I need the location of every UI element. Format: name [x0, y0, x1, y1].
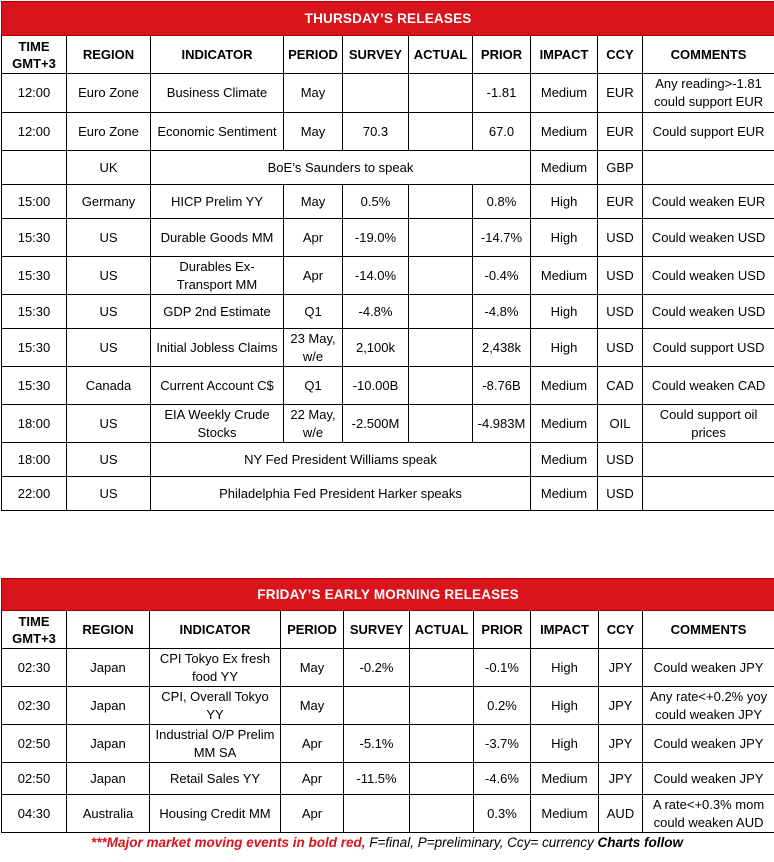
cell-actual — [409, 257, 473, 295]
cell-actual — [410, 795, 474, 833]
cell-survey: 0.5% — [343, 185, 409, 219]
header-indicator: INDICATOR — [151, 36, 284, 74]
cell-region: US — [67, 443, 151, 477]
cell-comments: Any rate<+0.2% yoy could weaken JPY — [643, 687, 774, 725]
cell-period: May — [284, 74, 343, 113]
cell-impact: High — [531, 185, 598, 219]
cell-region: US — [67, 405, 151, 443]
cell-actual — [410, 763, 474, 795]
cell-ccy: CAD — [598, 367, 643, 405]
cell-impact: High — [531, 219, 598, 257]
header-survey: SURVEY — [344, 611, 410, 649]
cell-region: Euro Zone — [67, 74, 151, 113]
cell-impact: Medium — [531, 367, 598, 405]
cell-period: May — [284, 185, 343, 219]
cell-survey: -10.00B — [343, 367, 409, 405]
cell-prior: -14.7% — [473, 219, 531, 257]
cell-survey — [344, 795, 410, 833]
cell-comments — [643, 443, 774, 477]
cell-impact: Medium — [531, 795, 599, 833]
cell-indicator: Initial Jobless Claims — [151, 329, 284, 367]
cell-period: May — [281, 687, 344, 725]
cell-comments: Any reading>-1.81 could support EUR — [643, 74, 774, 113]
cell-time: 02:50 — [2, 763, 67, 795]
cell-survey: -2.500M — [343, 405, 409, 443]
cell-comments: Could weaken JPY — [643, 649, 774, 687]
cell-comments: Could weaken JPY — [643, 763, 774, 795]
table-row — [2, 295, 774, 329]
cell-time: 12:00 — [2, 113, 67, 151]
cell-time: 18:00 — [2, 405, 67, 443]
table-row — [2, 443, 774, 477]
cell-indicator: Economic Sentiment — [151, 113, 284, 151]
cell-indicator: Durable Goods MM — [151, 219, 284, 257]
table-row — [2, 763, 774, 795]
cell-ccy: OIL — [598, 405, 643, 443]
thursday-title-row — [2, 2, 774, 36]
table-row — [2, 725, 774, 763]
cell-period: 22 May, w/e — [284, 405, 343, 443]
cell-comments: Could weaken CAD — [643, 367, 774, 405]
cell-actual — [409, 405, 473, 443]
cell-prior: 0.2% — [474, 687, 531, 725]
cell-indicator: Retail Sales YY — [150, 763, 281, 795]
cell-impact: High — [531, 329, 598, 367]
cell-comments: Could weaken USD — [643, 219, 774, 257]
cell-ccy: EUR — [598, 113, 643, 151]
cell-survey: -4.8% — [343, 295, 409, 329]
cell-comments: Could weaken JPY — [643, 725, 774, 763]
cell-time: 15:00 — [2, 185, 67, 219]
table-row — [2, 257, 774, 295]
cell-period: May — [284, 113, 343, 151]
cell-indicator: Housing Credit MM — [150, 795, 281, 833]
friday-releases-table — [1, 578, 774, 833]
cell-region: Germany — [67, 185, 151, 219]
cell-region: UK — [67, 151, 151, 185]
cell-time: 22:00 — [2, 477, 67, 511]
friday-header-row — [2, 611, 774, 649]
cell-prior: 0.8% — [473, 185, 531, 219]
cell-survey: -5.1% — [344, 725, 410, 763]
cell-impact: Medium — [531, 113, 598, 151]
header-time: TIME GMT+3 — [2, 611, 67, 649]
cell-indicator: CPI, Overall Tokyo YY — [150, 687, 281, 725]
table-row — [2, 795, 774, 833]
cell-indicator: EIA Weekly Crude Stocks — [151, 405, 284, 443]
cell-indicator: Durables Ex-Transport MM — [151, 257, 284, 295]
cell-indicator: GDP 2nd Estimate — [151, 295, 284, 329]
cell-indicator: Current Account C$ — [151, 367, 284, 405]
cell-comments: Could weaken EUR — [643, 185, 774, 219]
cell-time: 15:30 — [2, 257, 67, 295]
cell-prior: -3.7% — [474, 725, 531, 763]
cell-comments — [643, 151, 774, 185]
table-row — [2, 113, 774, 151]
cell-impact: Medium — [531, 74, 598, 113]
cell-prior: -0.4% — [473, 257, 531, 295]
cell-ccy: USD — [598, 477, 643, 511]
cell-ccy: USD — [598, 257, 643, 295]
table-row — [2, 405, 774, 443]
cell-region: US — [67, 219, 151, 257]
cell-region: US — [67, 477, 151, 511]
cell-region: Japan — [67, 687, 150, 725]
cell-prior: -4.983M — [473, 405, 531, 443]
footer-charts: Charts follow — [597, 835, 684, 850]
cell-actual — [409, 74, 473, 113]
header-period: PERIOD — [281, 611, 344, 649]
cell-time: 12:00 — [2, 74, 67, 113]
cell-period: 23 May, w/e — [284, 329, 343, 367]
header-period: PERIOD — [284, 36, 343, 74]
cell-ccy: JPY — [599, 763, 643, 795]
cell-period: Q1 — [284, 295, 343, 329]
cell-period: Apr — [284, 257, 343, 295]
cell-comments: Could support oil prices — [643, 405, 774, 443]
header-comments: COMMENTS — [643, 611, 774, 649]
cell-comments — [643, 477, 774, 511]
header-actual: ACTUAL — [410, 611, 474, 649]
cell-comments: Could support USD — [643, 329, 774, 367]
cell-impact: High — [531, 687, 599, 725]
cell-actual — [409, 113, 473, 151]
cell-actual — [409, 219, 473, 257]
cell-region: Japan — [67, 763, 150, 795]
header-ccy: CCY — [598, 36, 643, 74]
cell-time: 02:30 — [2, 687, 67, 725]
cell-prior: -1.81 — [473, 74, 531, 113]
cell-prior: 2,438k — [473, 329, 531, 367]
cell-comments: Could weaken USD — [643, 295, 774, 329]
cell-region: US — [67, 329, 151, 367]
table-row — [2, 687, 774, 725]
table-row — [2, 649, 774, 687]
cell-survey: -14.0% — [343, 257, 409, 295]
cell-actual — [409, 295, 473, 329]
cell-ccy: JPY — [599, 687, 643, 725]
thursday-title: THURSDAY’S RELEASES — [2, 2, 774, 36]
cell-actual — [409, 367, 473, 405]
table-row — [2, 185, 774, 219]
cell-time: 18:00 — [2, 443, 67, 477]
cell-period: Apr — [284, 219, 343, 257]
cell-actual — [410, 687, 474, 725]
cell-impact: High — [531, 295, 598, 329]
cell-actual — [410, 649, 474, 687]
thursday-header-row — [2, 36, 774, 74]
cell-survey: -11.5% — [344, 763, 410, 795]
cell-survey: 70.3 — [343, 113, 409, 151]
header-region: REGION — [67, 611, 150, 649]
cell-ccy: USD — [598, 219, 643, 257]
cell-indicator: Business Climate — [151, 74, 284, 113]
cell-impact: Medium — [531, 405, 598, 443]
cell-impact: Medium — [531, 443, 598, 477]
cell-prior: -4.6% — [474, 763, 531, 795]
cell-region: Japan — [67, 649, 150, 687]
cell-period: Apr — [281, 763, 344, 795]
table-row — [2, 151, 774, 185]
cell-indicator: HICP Prelim YY — [151, 185, 284, 219]
header-ccy: CCY — [599, 611, 643, 649]
table-row — [2, 74, 774, 113]
header-impact: IMPACT — [531, 36, 598, 74]
cell-ccy: USD — [598, 295, 643, 329]
cell-comments: Could weaken USD — [643, 257, 774, 295]
cell-indicator: Industrial O/P Prelim MM SA — [150, 725, 281, 763]
cell-comments: Could support EUR — [643, 113, 774, 151]
header-prior: PRIOR — [474, 611, 531, 649]
cell-time: 02:30 — [2, 649, 67, 687]
cell-period: Apr — [281, 795, 344, 833]
cell-ccy: AUD — [599, 795, 643, 833]
cell-period: Q1 — [284, 367, 343, 405]
cell-ccy: EUR — [598, 185, 643, 219]
header-actual: ACTUAL — [409, 36, 473, 74]
cell-time — [2, 151, 67, 185]
cell-ccy: JPY — [599, 725, 643, 763]
cell-region: Canada — [67, 367, 151, 405]
header-prior: PRIOR — [473, 36, 531, 74]
cell-indicator: CPI Tokyo Ex fresh food YY — [150, 649, 281, 687]
cell-period: Apr — [281, 725, 344, 763]
cell-ccy: USD — [598, 443, 643, 477]
header-comments: COMMENTS — [643, 36, 774, 74]
cell-actual — [410, 725, 474, 763]
header-indicator: INDICATOR — [150, 611, 281, 649]
cell-survey — [343, 74, 409, 113]
cell-survey: -0.2% — [344, 649, 410, 687]
thursday-releases-table — [1, 1, 774, 511]
cell-region: Japan — [67, 725, 150, 763]
cell-time: 04:30 — [2, 795, 67, 833]
cell-survey — [344, 687, 410, 725]
cell-impact: High — [531, 725, 599, 763]
cell-ccy: GBP — [598, 151, 643, 185]
cell-comments: A rate<+0.3% mom could weaken AUD — [643, 795, 774, 833]
cell-time: 15:30 — [2, 367, 67, 405]
cell-event: NY Fed President Williams speak — [151, 443, 531, 477]
cell-time: 02:50 — [2, 725, 67, 763]
cell-impact: High — [531, 649, 599, 687]
cell-region: Australia — [67, 795, 150, 833]
table-row — [2, 367, 774, 405]
cell-survey: 2,100k — [343, 329, 409, 367]
table-row — [2, 219, 774, 257]
cell-impact: Medium — [531, 477, 598, 511]
cell-actual — [409, 329, 473, 367]
cell-time: 15:30 — [2, 329, 67, 367]
cell-region: US — [67, 257, 151, 295]
cell-region: Euro Zone — [67, 113, 151, 151]
cell-impact: Medium — [531, 151, 598, 185]
cell-prior: -8.76B — [473, 367, 531, 405]
table-row — [2, 329, 774, 367]
cell-survey: -19.0% — [343, 219, 409, 257]
footer-legend: F=final, P=preliminary, Ccy= currency — [365, 835, 598, 850]
cell-ccy: USD — [598, 329, 643, 367]
cell-region: US — [67, 295, 151, 329]
cell-ccy: EUR — [598, 74, 643, 113]
header-region: REGION — [67, 36, 151, 74]
cell-period: May — [281, 649, 344, 687]
header-impact: IMPACT — [531, 611, 599, 649]
cell-prior: 67.0 — [473, 113, 531, 151]
cell-impact: Medium — [531, 763, 599, 795]
cell-event: BoE’s Saunders to speak — [151, 151, 531, 185]
cell-prior: 0.3% — [474, 795, 531, 833]
cell-time: 15:30 — [2, 219, 67, 257]
cell-time: 15:30 — [2, 295, 67, 329]
cell-event: Philadelphia Fed President Harker speaks — [151, 477, 531, 511]
footer-major: ***Major market moving events in bold red, — [90, 835, 366, 850]
table-row — [2, 477, 774, 511]
friday-title: FRIDAY’S EARLY MORNING RELEASES — [2, 579, 774, 611]
cell-prior: -4.8% — [473, 295, 531, 329]
cell-ccy: JPY — [599, 649, 643, 687]
footer-note — [0, 835, 774, 850]
cell-actual — [409, 185, 473, 219]
header-time: TIME GMT+3 — [2, 36, 67, 74]
cell-impact: Medium — [531, 257, 598, 295]
header-survey: SURVEY — [343, 36, 409, 74]
cell-prior: -0.1% — [474, 649, 531, 687]
friday-title-row — [2, 579, 774, 611]
